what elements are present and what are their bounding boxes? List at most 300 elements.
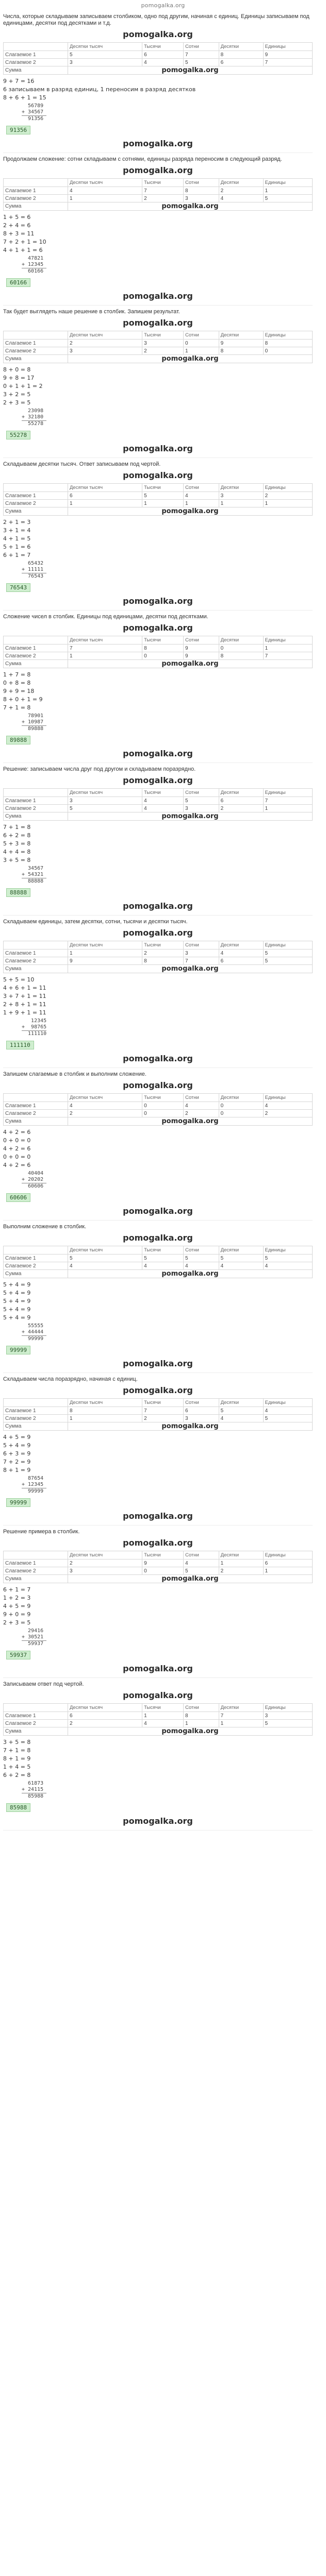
arithmetic-step: 8 + 6 + 1 = 15 [3,94,46,101]
digit-cell: 1 [219,500,263,507]
table-header-row [4,484,313,492]
digit-cell: 7 [263,59,312,66]
arithmetic-step: 5 + 4 = 9 [3,1298,31,1304]
digit-cell: 2 [68,1560,142,1567]
row-label: Сумма [4,1575,68,1583]
watermark: pomogalka.org [123,1359,193,1368]
arithmetic-step: 8 + 0 + 1 = 9 [3,696,43,703]
arithmetic-step: 7 + 2 = 9 [3,1459,31,1465]
divider [3,1220,313,1221]
watermark-cell: pomogalka.org [68,1575,313,1583]
column-row: 55555 [22,1323,44,1329]
table-header-row [4,1246,313,1255]
column-addition [22,256,313,275]
arithmetic-step: 7 + 1 = 8 [3,824,31,831]
digit-cell: 4 [219,950,263,957]
watermark: pomogalka.org [123,470,193,480]
arithmetic-step: 6 + 1 = 7 [3,1586,31,1593]
watermark: pomogalka.org [123,623,193,633]
digit-cell: 8 [219,652,263,660]
digit-cell: 1 [68,1415,142,1422]
digit-cell: 4 [68,1262,142,1270]
row-label: Сумма [4,1727,68,1736]
row-label: Слагаемое 1 [4,797,68,805]
arithmetic-step: 9 + 8 = 17 [3,375,35,381]
row-label: Слагаемое 1 [4,340,68,347]
row-label: Сумма [4,355,68,363]
header-cell: Сотни [183,1246,219,1255]
watermark: pomogalka.org [123,291,193,301]
watermark: pomogalka.org [123,1054,193,1063]
header-cell: Единицы [263,331,312,340]
digit-cell: 1 [263,1567,312,1575]
table-row [4,950,313,957]
table-row [4,1262,313,1270]
header-cell: Единицы [263,1246,312,1255]
digit-cell: 6 [68,492,142,500]
digit-cell: 6 [219,957,263,965]
column-row: 23098 [22,408,44,414]
row-label: Сумма [4,1270,68,1278]
header-cell: Сотни [183,331,219,340]
divider [3,915,313,916]
column-row: + 12345 [22,262,44,267]
arithmetic-step: 0 + 0 = 0 [3,1137,31,1144]
digit-cell: 4 [263,1262,312,1270]
digit-cell: 4 [183,1102,219,1110]
header-cell: Сотни [183,1551,219,1560]
table-row [4,195,313,202]
header-cell: Сотни [183,43,219,51]
digit-cell: 5 [263,195,312,202]
digit-cell: 8 [219,347,263,355]
digit-cell: 4 [68,1102,142,1110]
watermark: pomogalka.org [123,596,193,606]
table-header-row [4,636,313,645]
column-row: 40404 [22,1171,44,1176]
header-cell: Десятки [219,331,263,340]
table-header-row [4,1399,313,1407]
arithmetic-step: 2 + 3 = 5 [3,399,31,406]
digit-cell: 3 [68,59,142,66]
table-row [4,1270,313,1278]
header-cell: Тысячи [142,789,184,797]
watermark: pomogalka.org [123,1690,193,1700]
answer-box: 55278 [6,431,30,439]
column-row: 60166 [22,268,44,274]
arithmetic-step: 8 + 1 = 9 [3,1467,31,1473]
digit-cell: 0 [263,347,312,355]
header-cell: Тысячи [142,941,184,950]
column-row: 85988 [22,1793,44,1799]
digit-cell: 5 [183,1255,219,1262]
table-row [4,652,313,660]
row-label: Слагаемое 2 [4,957,68,965]
digit-cell: 3 [183,950,219,957]
header-blank [4,1399,68,1407]
table-row [4,1720,313,1727]
header-blank [4,1704,68,1712]
header-cell: Единицы [263,941,312,950]
column-row: 34567 [22,866,44,871]
header-cell: Десятки тысяч [68,789,142,797]
header-cell: Единицы [263,1551,312,1560]
column-addition [22,1476,313,1495]
digits-table [3,1093,313,1126]
section-intro: Числа, которые складываем записываем столбиком, одно под другим, начиная с единиц. Единицы записываем под единицами, десятки под десятками и т.д. [3,13,309,26]
arithmetic-step: 5 + 4 = 9 [3,1306,31,1313]
header-cell: Тысячи [142,484,184,492]
header-cell: Десятки [219,941,263,950]
header-cell: Десятки [219,789,263,797]
row-label: Сумма [4,1117,68,1126]
digit-cell: 4 [142,805,184,812]
arithmetic-step: 4 + 6 + 1 = 11 [3,985,46,991]
digit-cell: 4 [263,1102,312,1110]
watermark: pomogalka.org [123,1816,193,1826]
column-addition [22,1171,313,1190]
header-cell: Десятки тысяч [68,1399,142,1407]
arithmetic-step: 4 + 5 = 9 [3,1603,31,1609]
column-row: 89888 [22,726,44,732]
table-row [4,202,313,211]
header-cell: Единицы [263,1094,312,1102]
column-row: 76543 [22,573,44,579]
row-label: Слагаемое 2 [4,1262,68,1270]
row-label: Слагаемое 1 [4,1560,68,1567]
column-row: 87654 [22,1476,44,1481]
section-intro: Решение примера в столбик. [3,1529,80,1535]
digit-cell: 7 [68,645,142,652]
row-label: Сумма [4,1422,68,1431]
arithmetic-step: 2 + 1 = 3 [3,519,31,526]
row-label: Сумма [4,507,68,516]
arithmetic-step: 3 + 5 = 8 [3,857,31,863]
table-row [4,507,313,516]
column-row: 47821 [22,256,44,261]
row-label: Слагаемое 2 [4,652,68,660]
arithmetic-step: 7 + 1 = 8 [3,1747,31,1754]
answer-box: 91356 [6,126,30,134]
column-row: + 32180 [22,414,44,420]
column-row: 61873 [22,1781,44,1786]
table-row [4,645,313,652]
arithmetic-step: 8 + 0 = 8 [3,366,31,373]
column-addition [22,1781,313,1800]
digit-cell: 9 [219,340,263,347]
column-row: 12345 [22,1018,47,1024]
arithmetic-step: 7 + 1 = 8 [3,704,31,711]
header-cell: Тысячи [142,331,184,340]
digit-cell: 5 [68,51,142,59]
digit-cell: 2 [68,1110,142,1117]
digits-table [3,1551,313,1583]
header-cell: Десятки тысяч [68,1704,142,1712]
column-row: + 10987 [22,719,44,725]
header-cell: Десятки [219,1551,263,1560]
column-addition [22,866,313,885]
digit-cell: 2 [219,187,263,195]
column-addition [22,1018,313,1037]
section-intro: Выполним сложение в столбик. [3,1224,87,1230]
watermark: pomogalka.org [123,1233,193,1243]
watermark: pomogalka.org [123,1385,193,1395]
digit-cell: 5 [183,1567,219,1575]
row-label: Слагаемое 1 [4,1407,68,1415]
solution-section [3,919,313,1068]
watermark-cell: pomogalka.org [68,660,313,668]
watermark: pomogalka.org [123,444,193,453]
arithmetic-step: 1 + 4 = 5 [3,1764,31,1770]
digit-cell: 9 [68,957,142,965]
table-row [4,1110,313,1117]
digit-cell: 5 [219,1407,263,1415]
row-label: Слагаемое 2 [4,500,68,507]
answer-box: 99999 [6,1498,30,1507]
column-addition [22,561,313,580]
row-label: Слагаемое 1 [4,1255,68,1262]
divider [3,1372,313,1373]
header-blank [4,43,68,51]
arithmetic-step: 1 + 9 + 1 = 11 [3,1009,46,1016]
digit-cell: 1 [263,805,312,812]
digit-cell: 5 [68,1255,142,1262]
arithmetic-step: 2 + 3 = 5 [3,1619,31,1626]
digits-table [3,178,313,211]
digit-cell: 4 [68,187,142,195]
arithmetic-step: 3 + 7 + 1 = 11 [3,993,46,999]
column-row: 55278 [22,421,44,427]
header-cell: Десятки тысяч [68,179,142,187]
watermark: pomogalka.org [123,1206,193,1216]
watermark-cell: pomogalka.org [68,507,313,516]
site-header [0,0,326,11]
watermark-cell: pomogalka.org [68,1270,313,1278]
watermark: pomogalka.org [123,1538,193,1548]
arithmetic-step: 6 + 2 = 8 [3,1772,31,1778]
table-row [4,957,313,965]
digits-table [3,483,313,516]
digit-cell: 8 [183,187,219,195]
arithmetic-step: 3 + 2 = 5 [3,391,31,398]
digit-cell: 9 [183,652,219,660]
watermark-cell: pomogalka.org [68,202,313,211]
column-row: + 34567 [22,109,44,115]
arithmetic-step: 4 + 2 = 6 [3,1129,31,1136]
digit-cell: 4 [219,1262,263,1270]
row-label: Слагаемое 1 [4,1712,68,1720]
column-addition [22,103,313,122]
digit-cell: 8 [142,957,184,965]
table-row [4,340,313,347]
digit-cell: 5 [142,1255,184,1262]
digit-cell: 2 [263,492,312,500]
arithmetic-step: 5 + 5 = 10 [3,976,35,983]
watermark-cell: pomogalka.org [68,965,313,973]
arithmetic-step: 6 + 2 = 8 [3,832,31,839]
row-label: Слагаемое 2 [4,1110,68,1117]
digit-cell: 1 [183,1720,219,1727]
header-blank [4,1246,68,1255]
digit-cell: 4 [219,1415,263,1422]
column-addition [22,713,313,732]
watermark-cell: pomogalka.org [68,1727,313,1736]
arithmetic-step: 2 + 8 + 1 = 11 [3,1001,46,1008]
digit-cell: 7 [142,1407,184,1415]
column-row: + 30521 [22,1634,44,1640]
section-intro: Решение: записываем числа друг под другом и складываем поразрядно. [3,766,196,772]
table-row [4,1567,313,1575]
digit-cell: 2 [142,950,184,957]
digit-cell: 3 [142,340,184,347]
divider [3,305,313,306]
solution-section [3,1529,313,1678]
header-cell: Десятки тысяч [68,1551,142,1560]
row-label: Слагаемое 1 [4,1102,68,1110]
header-blank [4,1551,68,1560]
solution-section [3,1071,313,1221]
header-cell: Тысячи [142,636,184,645]
digit-cell: 1 [183,500,219,507]
divider [3,610,313,611]
digit-cell: 8 [183,1712,219,1720]
arithmetic-step: 6 + 3 = 9 [3,1450,31,1457]
digit-cell: 1 [68,652,142,660]
header-cell: Сотни [183,484,219,492]
watermark: pomogalka.org [123,29,193,39]
digit-cell: 5 [219,1255,263,1262]
watermark: pomogalka.org [123,928,193,938]
arithmetic-step: 0 + 8 = 8 [3,680,31,686]
digit-cell: 1 [263,645,312,652]
header-cell: Десятки тысяч [68,1246,142,1255]
digit-cell: 6 [68,1712,142,1720]
digit-cell: 7 [263,797,312,805]
column-addition [22,1323,313,1342]
digit-cell: 2 [142,195,184,202]
divider [3,1525,313,1526]
solution-section [3,1224,313,1373]
arithmetic-step: 3 + 5 = 8 [3,1739,31,1745]
table-row [4,1102,313,1110]
header-cell: Тысячи [142,179,184,187]
digit-cell: 1 [142,500,184,507]
digit-cell: 7 [183,957,219,965]
digit-cell: 1 [142,1712,184,1720]
header-cell: Тысячи [142,1399,184,1407]
header-cell: Единицы [263,43,312,51]
row-label: Слагаемое 2 [4,805,68,812]
section-intro: Запишем слагаемые в столбик и выполним сложение. [3,1071,146,1077]
solution-section [3,1681,313,1831]
digit-cell: 1 [68,950,142,957]
arithmetic-step: 3 + 1 = 4 [3,527,31,534]
digit-cell: 0 [142,1102,184,1110]
digit-cell: 2 [219,805,263,812]
table-row [4,1712,313,1720]
section-intro: Продолжаем сложение: сотни складываем с сотнями, единицы разряда переносим в следующий разряд. [3,156,282,162]
digit-cell: 9 [263,51,312,59]
row-label: Слагаемое 2 [4,1415,68,1422]
column-row: 99999 [22,1336,44,1342]
watermark-cell: pomogalka.org [68,1422,313,1431]
arithmetic-step: 1 + 5 = 6 [3,214,31,221]
digit-cell: 1 [68,500,142,507]
site-domain[interactable]: pomogalka.org [141,2,185,9]
table-row [4,355,313,363]
header-blank [4,179,68,187]
digit-cell: 3 [68,347,142,355]
watermark: pomogalka.org [123,1511,193,1521]
header-cell: Тысячи [142,1551,184,1560]
arithmetic-step: 4 + 1 = 5 [3,535,31,542]
digit-cell: 4 [142,1262,184,1270]
digit-cell: 3 [219,492,263,500]
arithmetic-step: 1 + 7 = 8 [3,671,31,678]
row-label: Слагаемое 1 [4,492,68,500]
digit-cell: 9 [142,1560,184,1567]
digit-cell: 5 [263,1720,312,1727]
digits-table [3,1398,313,1431]
header-cell: Десятки [219,43,263,51]
digit-cell: 3 [183,195,219,202]
digit-cell: 6 [183,1407,219,1415]
header-cell: Сотни [183,1704,219,1712]
arithmetic-step: 9 + 7 = 16 [3,78,35,84]
digit-cell: 0 [142,1110,184,1117]
table-row [4,805,313,812]
digit-cell: 4 [142,1720,184,1727]
row-label: Сумма [4,66,68,75]
column-row: 111110 [22,1031,47,1037]
digit-cell: 5 [183,59,219,66]
watermark-cell: pomogalka.org [68,355,313,363]
watermark-cell: pomogalka.org [68,812,313,821]
digits-table [3,636,313,668]
arithmetic-step: 5 + 4 = 9 [3,1290,31,1296]
header-cell: Десятки [219,1399,263,1407]
solution-section [3,13,313,153]
table-row [4,1255,313,1262]
arithmetic-step: 5 + 4 = 9 [3,1281,31,1288]
column-row: 88888 [22,878,44,884]
table-row [4,812,313,821]
digit-cell: 4 [142,797,184,805]
answer-box: 88888 [6,888,30,897]
arithmetic-step: 5 + 4 = 9 [3,1314,31,1321]
header-cell: Сотни [183,789,219,797]
column-addition [22,408,313,427]
header-cell: Десятки тысяч [68,1094,142,1102]
digit-cell: 1 [219,1560,263,1567]
row-label: Сумма [4,812,68,821]
table-header-row [4,1551,313,1560]
table-header-row [4,789,313,797]
digit-cell: 5 [263,957,312,965]
watermark: pomogalka.org [123,1664,193,1673]
digit-cell: 1 [263,500,312,507]
row-label: Сумма [4,965,68,973]
watermark: pomogalka.org [123,165,193,175]
row-label: Слагаемое 1 [4,645,68,652]
digit-cell: 6 [219,59,263,66]
table-row [4,1407,313,1415]
header-cell: Сотни [183,636,219,645]
divider [3,762,313,763]
header-cell: Сотни [183,941,219,950]
digit-cell: 8 [219,51,263,59]
digit-cell: 8 [68,1407,142,1415]
